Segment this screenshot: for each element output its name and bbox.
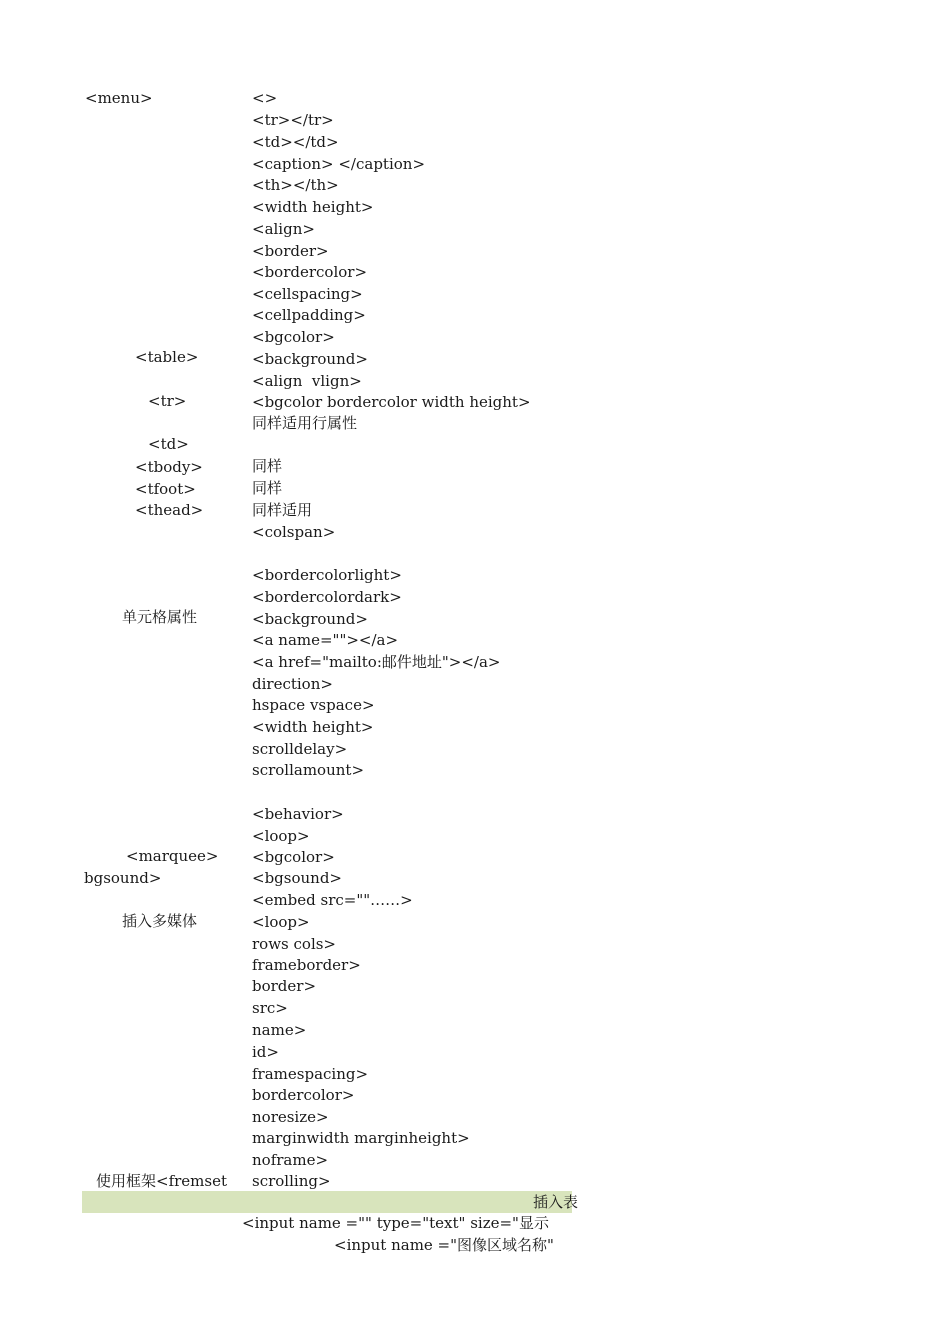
right-entry: 同样 xyxy=(252,479,283,497)
highlighted-row xyxy=(82,1191,579,1213)
right-entry: <behavior> xyxy=(252,805,344,823)
right-entry: noresize> xyxy=(252,1108,329,1126)
right-entry: frameborder> xyxy=(252,956,361,974)
right-entry: <embed src=""……> xyxy=(252,891,413,909)
right-entry: <bordercolordark> xyxy=(252,588,402,606)
right-entry: direction> xyxy=(252,675,333,693)
right-entry: <width height> xyxy=(252,718,374,736)
right-entry: 同样适用行属性 xyxy=(252,414,358,432)
right-entry: 同样适用 xyxy=(252,501,313,519)
right-entry: <loop> xyxy=(252,913,310,931)
right-entry: <tr></tr> xyxy=(252,111,334,129)
input-line-image-area: <input name ="图像区域名称" xyxy=(334,1236,554,1254)
right-entry: border> xyxy=(252,977,317,995)
right-entry: <a name=""></a> xyxy=(252,631,399,649)
right-entry: <th></th> xyxy=(252,176,339,194)
right-entry: <bgcolor bordercolor width height> xyxy=(252,393,531,411)
left-label-thead: <thead> xyxy=(135,501,204,519)
right-entry: <bordercolor> xyxy=(252,263,368,281)
right-entry: <align> xyxy=(252,220,315,238)
left-label-tfoot: <tfoot> xyxy=(135,480,196,498)
right-entry: <cellpadding> xyxy=(252,306,366,324)
left-label-tbody: <tbody> xyxy=(135,458,203,476)
right-entry: <colspan> xyxy=(252,523,336,541)
right-entry: 同样 xyxy=(252,457,283,475)
right-entry: bordercolor> xyxy=(252,1086,355,1104)
right-entry: <align vlign> xyxy=(252,372,362,390)
right-entry: rows cols> xyxy=(252,935,337,953)
right-entry: <td></td> xyxy=(252,133,339,151)
left-label-bgsound: bgsound> xyxy=(84,869,162,887)
right-entry: hspace vspace> xyxy=(252,696,375,714)
right-entry: <background> xyxy=(252,610,368,628)
right-entry: <caption> </caption> xyxy=(252,155,426,173)
highlighted-row-text: 插入表 xyxy=(533,1193,579,1211)
right-entry: <bordercolorlight> xyxy=(252,566,402,584)
right-entry: src> xyxy=(252,999,288,1017)
right-entry: <background> xyxy=(252,350,368,368)
right-entry: noframe> xyxy=(252,1151,329,1169)
right-entry: <a href="mailto:邮件地址"></a> xyxy=(252,653,501,671)
right-entry: <bgcolor> xyxy=(252,328,335,346)
right-entry: <cellspacing> xyxy=(252,285,363,303)
left-label-td: <td> xyxy=(148,435,189,453)
left-label-use-frames: 使用框架<fremset xyxy=(96,1172,227,1190)
left-label-menu: <menu> xyxy=(85,89,153,107)
right-entry: scrolling> xyxy=(252,1172,331,1190)
right-entry: name> xyxy=(252,1021,307,1039)
right-entry: scrollamount> xyxy=(252,761,365,779)
right-entry: id> xyxy=(252,1043,279,1061)
right-entry: <width height> xyxy=(252,198,374,216)
right-entry: scrolldelay> xyxy=(252,740,348,758)
right-entry: <bgcolor> xyxy=(252,848,335,866)
left-label-marquee: <marquee> xyxy=(126,847,219,865)
right-entry: <bgsound> xyxy=(252,869,342,887)
right-entry: <loop> xyxy=(252,827,310,845)
left-label-table: <table> xyxy=(135,348,199,366)
right-entry: framespacing> xyxy=(252,1065,369,1083)
input-line-text-field: <input name ="" type="text" size="显示 xyxy=(242,1214,549,1232)
right-entry: <> xyxy=(252,89,278,107)
left-label-cell-attributes: 单元格属性 xyxy=(122,608,198,626)
left-label-tr: <tr> xyxy=(148,392,187,410)
right-entry: marginwidth marginheight> xyxy=(252,1129,470,1147)
right-entry: <border> xyxy=(252,242,329,260)
left-label-insert-multimedia: 插入多媒体 xyxy=(122,912,198,930)
